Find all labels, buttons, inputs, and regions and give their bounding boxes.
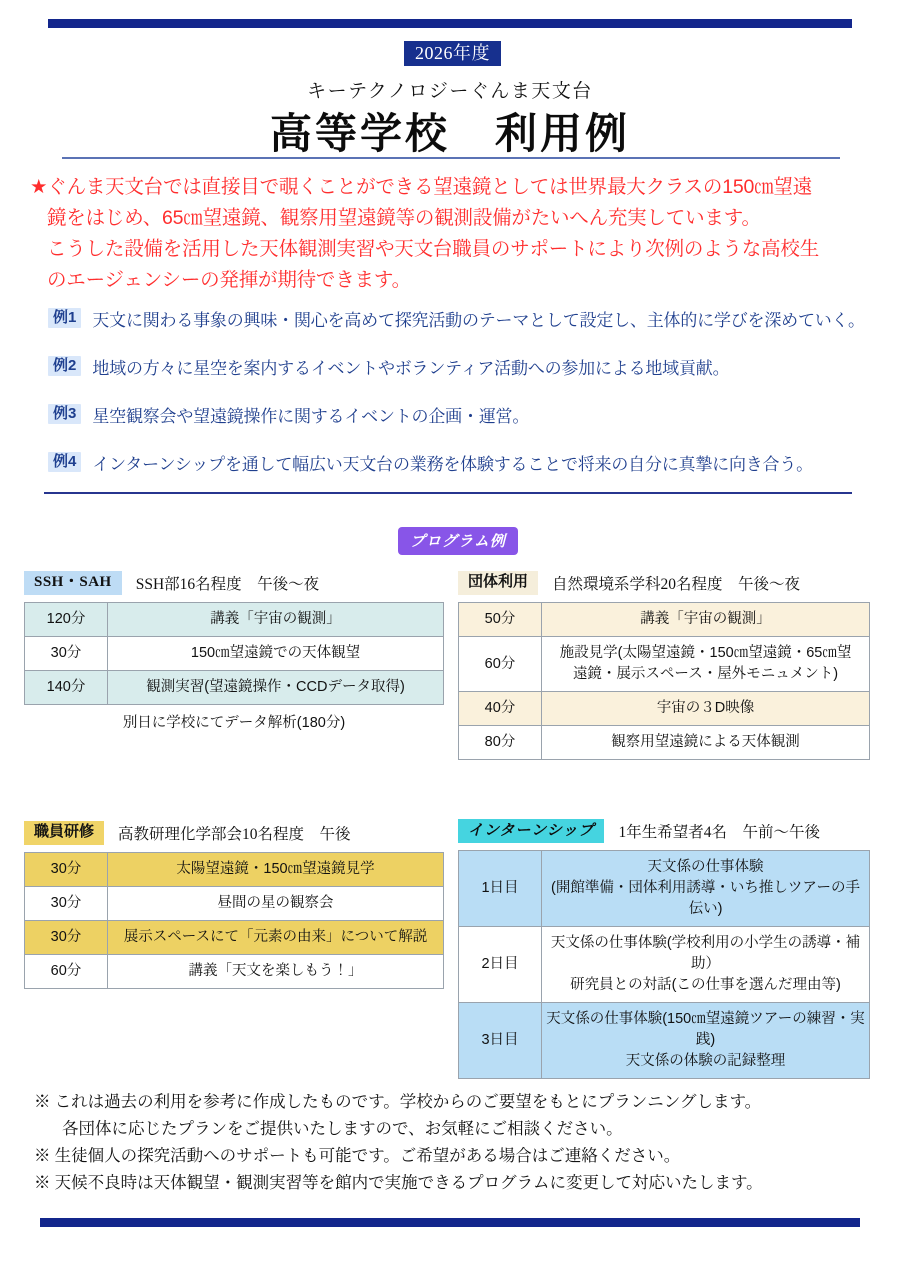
rule-under-examples (44, 492, 852, 494)
duration-cell: 50分 (459, 603, 542, 637)
activity-cell: 施設見学(太陽望遠鏡・150㎝望遠鏡・65㎝望 遠鏡・展示スペース・屋外モニュメント) (542, 637, 870, 692)
footnote-2: 各団体に応じたプランをご提供いたしますので、お気軽にご相談ください。 (62, 1119, 623, 1138)
intro-paragraph (30, 172, 870, 296)
table-row (459, 603, 870, 637)
program-meta-internship: 1年生希望者4名 午前〜午後 (618, 824, 820, 841)
activity-cell: 天文係の仕事体験(150㎝望遠鏡ツアーの練習・実践) 天文係の体験の記録整理 (542, 1003, 870, 1079)
program-block-internship (458, 820, 874, 1079)
example-text-2: 地域の方々に星空を案内するイベントやボランティア活動への参加による地域貢献。 (92, 358, 730, 378)
table-row (459, 927, 870, 1003)
duration-cell: 30分 (25, 921, 108, 955)
program-badge-staff: 職員研修 (24, 821, 104, 845)
footnotes (34, 1088, 864, 1196)
example-badge-4: 例4 (48, 452, 81, 472)
table-row (459, 1003, 870, 1079)
intro-line-3: こうした設備を活用した天体観測実習や天文台職員のサポートにより次例のような高校生 (47, 238, 820, 260)
table-row (25, 955, 444, 989)
table-row (459, 851, 870, 927)
activity-cell: 天文係の仕事体験(学校利用の小学生の誘導・補助） 研究員との対話(この仕事を選んだ理由等) (542, 927, 870, 1003)
program-table-group (458, 602, 870, 760)
activity-cell: 観測実習(望遠鏡操作・CCDデータ取得) (108, 671, 444, 705)
activity-cell: 展示スペースにて「元素の由来」について解説 (108, 921, 444, 955)
duration-cell: 80分 (459, 726, 542, 760)
program-meta-ssh: SSH部16名程度 午後〜夜 (135, 576, 320, 593)
example-text-4: インターンシップを通して幅広い天文台の業務を体験することで将来の自分に真摯に向き合う。 (92, 454, 813, 474)
program-badge-ssh: SSH・SAH (24, 571, 122, 595)
table-row (25, 603, 444, 637)
program-table-internship (458, 850, 870, 1079)
table-row (25, 921, 444, 955)
duration-cell: 60分 (459, 637, 542, 692)
program-block-ssh (24, 572, 444, 732)
example-badge-2: 例2 (48, 356, 81, 376)
program-section-badge: プログラム例 (398, 527, 518, 555)
table-row (25, 853, 444, 887)
table-row (459, 726, 870, 760)
program-table-staff (24, 852, 444, 989)
activity-cell: 太陽望遠鏡・150㎝望遠鏡見学 (108, 853, 444, 887)
duration-cell: 3日目 (459, 1003, 542, 1079)
program-block-group (458, 572, 874, 760)
table-row (25, 637, 444, 671)
activity-cell: 観察用望遠鏡による天体観測 (542, 726, 870, 760)
duration-cell: 1日目 (459, 851, 542, 927)
activity-cell: 昼間の星の観察会 (108, 887, 444, 921)
intro-line-4: のエージェンシーの発揮が期待できます。 (47, 269, 411, 291)
program-badge-group: 団体利用 (458, 571, 538, 595)
activity-cell: 150㎝望遠鏡での天体観望 (108, 637, 444, 671)
program-badge-internship: インターンシップ (458, 819, 604, 843)
intro-line-2: 鏡をはじめ、65㎝望遠鏡、観察用望遠鏡等の観測設備がたいへん充実しています。 (47, 207, 761, 229)
table-row (25, 887, 444, 921)
duration-cell: 120分 (25, 603, 108, 637)
activity-cell: 講義「天文を楽しもう！」 (108, 955, 444, 989)
footnote-1: ※ これは過去の利用を参考に作成したものです。学校からのご要望をもとにプランニングします。 (34, 1092, 762, 1111)
year-badge: 2026年度 (404, 41, 501, 66)
program-block-staff-header (24, 822, 444, 844)
example-row-2 (48, 354, 878, 378)
activity-cell: 宇宙の３D映像 (542, 692, 870, 726)
page-title: 高等学校 利用例 (269, 110, 630, 157)
table-row (459, 637, 870, 692)
footnote-3: ※ 生徒個人の探究活動へのサポートも可能です。ご希望がある場合はご連絡ください。 (34, 1146, 681, 1165)
bottom-decorative-bar (40, 1218, 860, 1227)
example-badge-1: 例1 (48, 308, 81, 328)
activity-cell: 講義「宇宙の観測」 (542, 603, 870, 637)
duration-cell: 140分 (25, 671, 108, 705)
program-block-group-header (458, 572, 874, 594)
program-block-staff (24, 822, 444, 989)
program-meta-group: 自然環境系学科20名程度 午後〜夜 (552, 576, 801, 593)
table-row (459, 692, 870, 726)
table-row (25, 671, 444, 705)
activity-cell: 講義「宇宙の観測」 (108, 603, 444, 637)
duration-cell: 30分 (25, 887, 108, 921)
example-text-1: 天文に関わる事象の興味・関心を高めて探究活動のテーマとして設定し、主体的に学びを深めていく。 (92, 310, 865, 330)
example-badge-3: 例3 (48, 404, 81, 424)
duration-cell: 2日目 (459, 927, 542, 1003)
program-meta-staff: 高教研理化学部会10名程度 午後 (118, 826, 351, 843)
duration-cell: 60分 (25, 955, 108, 989)
program-note-ssh: 別日に学校にてデータ解析(180分) (122, 715, 346, 732)
intro-line-1: ★ぐんま天文台では直接目で覗くことができる望遠鏡としては世界最大クラスの150㎝望遠 (30, 176, 813, 198)
program-table-ssh (24, 602, 444, 705)
program-block-internship-header (458, 820, 874, 842)
organization-subtitle: キーテクノロジーぐんま天文台 (307, 81, 593, 102)
duration-cell: 30分 (25, 853, 108, 887)
top-decorative-bar (48, 19, 852, 28)
example-row-1 (48, 306, 878, 330)
duration-cell: 30分 (25, 637, 108, 671)
program-block-ssh-header (24, 572, 444, 594)
activity-cell: 天文係の仕事体験 (開館準備・団体利用誘導・いち推しツアーの手伝い) (542, 851, 870, 927)
footnote-4: ※ 天候不良時は天体観望・観測実習等を館内で実施できるプログラムに変更して対応いたします。 (34, 1173, 763, 1192)
rule-under-title (62, 157, 840, 159)
example-row-3 (48, 402, 878, 426)
example-row-4 (48, 450, 878, 474)
example-text-3: 星空観察会や望遠鏡操作に関するイベントの企画・運営。 (92, 406, 530, 426)
duration-cell: 40分 (459, 692, 542, 726)
